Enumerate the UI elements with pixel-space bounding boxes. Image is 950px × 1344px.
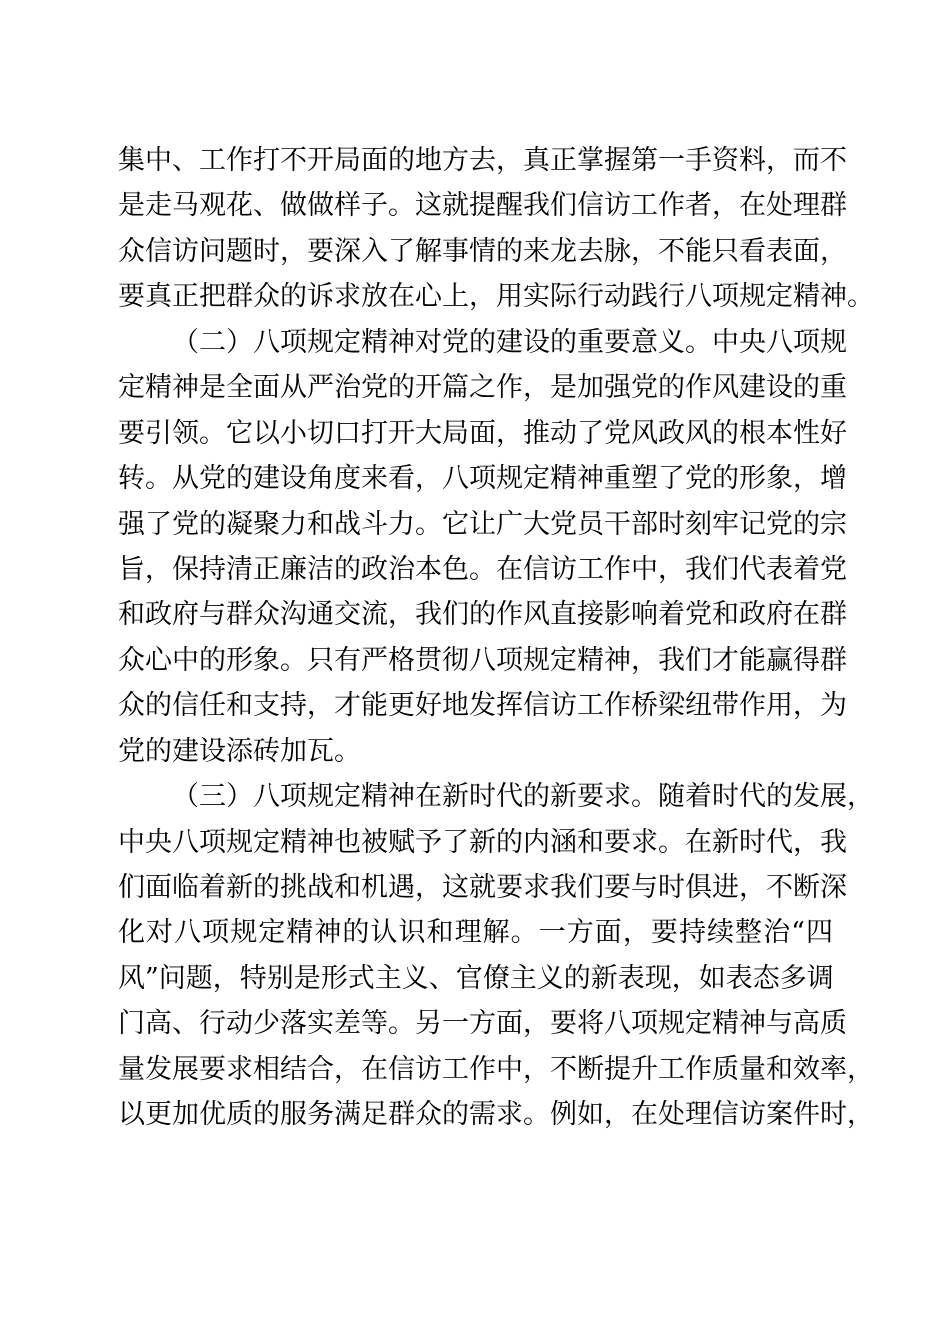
text-line: 集中、工作打不开局面的地方去，真正掌握第一手资料，而不 (118, 145, 847, 176)
text-line: 旨，保持清正廉洁的政治本色。在信访工作中，我们代表着党 (118, 553, 847, 585)
text-line: 要真正把群众的诉求放在心上，用实际行动践行八项规定精神。 (118, 281, 874, 313)
text-line: 量发展要求相结合，在信访工作中，不断提升工作质量和效率， (118, 1053, 874, 1085)
text-line: 强了党的凝聚力和战斗力。它让广大党员干部时刻牢记党的宗 (118, 508, 847, 540)
section-heading-line: （三）八项规定精神在新时代的新要求。随着时代的发展， (172, 781, 874, 813)
text-line: 党的建设添砖加瓦。 (118, 735, 361, 767)
text-line: 们面临着新的挑战和机遇，这就要求我们要与时俱进，不断深 (118, 872, 847, 903)
text-line: 众的信任和支持，才能更好地发挥信访工作桥梁纽带作用，为 (118, 690, 847, 722)
text-line: 是走马观花、做做样子。这就提醒我们信访工作者，在处理群 (118, 190, 847, 222)
text-line: 中央八项规定精神也被赋予了新的内涵和要求。在新时代，我 (118, 826, 847, 858)
section-heading-line: （二）八项规定精神对党的建设的重要意义。中央八项规 (172, 326, 847, 358)
text-line: 风”问题，特别是形式主义、官僚主义的新表现，如表态多调 (118, 962, 834, 994)
text-line: 以更加优质的服务满足群众的需求。例如，在处理信访案件时， (118, 1099, 874, 1131)
text-line: 众信访问题时，要深入了解事情的来龙去脉，不能只看表面， (118, 235, 847, 267)
text-line: 门高、行动少落实差等。另一方面，要将八项规定精神与高质 (118, 1008, 847, 1040)
text-line: 和政府与群众沟通交流，我们的作风直接影响着党和政府在群 (118, 599, 847, 631)
text-line: 化对八项规定精神的认识和理解。一方面，要持续整治“四 (118, 917, 833, 949)
text-line: 要引领。它以小切口打开大局面，推动了党风政风的根本性好 (118, 417, 847, 449)
text-line: 转。从党的建设角度来看，八项规定精神重塑了党的形象，增 (118, 463, 847, 495)
text-line: 众心中的形象。只有严格贯彻八项规定精神，我们才能赢得群 (118, 644, 847, 676)
text-line: 定精神是全面从严治党的开篇之作，是加强党的作风建设的重 (118, 372, 847, 404)
document-body (118, 138, 874, 1138)
